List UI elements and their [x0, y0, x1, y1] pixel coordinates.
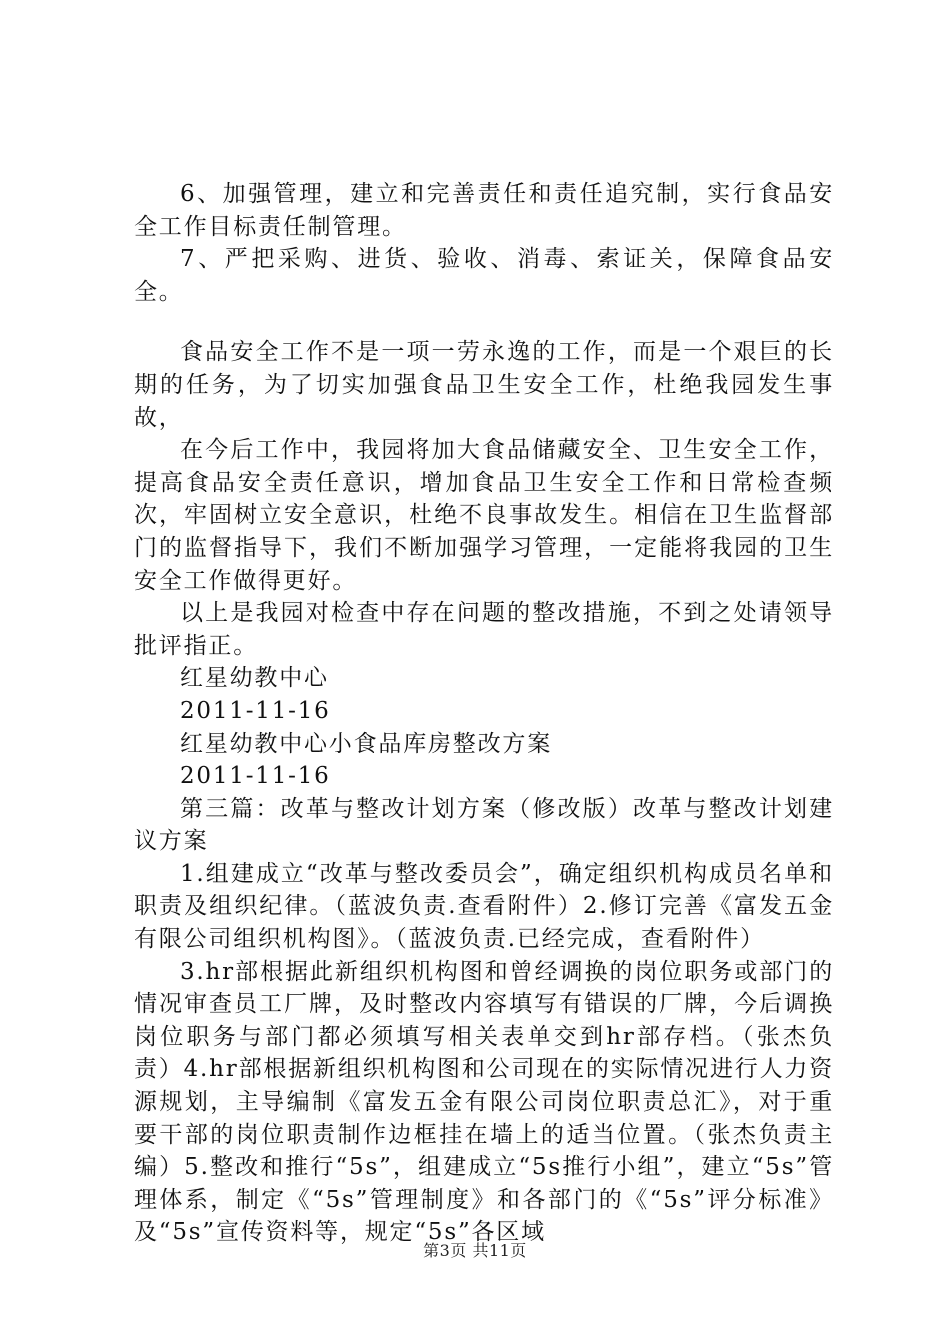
- paragraph-item-6: 6、加强管理，建立和完善责任和责任追究制，实行食品安全工作目标责任制管理。: [134, 181, 834, 240]
- paragraph-food-safety-intro: 食品安全工作不是一项一劳永逸的工作，而是一个艰巨的长期的任务，为了切实加强食品卫生安全工作，杜绝我园发生事故，: [134, 339, 834, 431]
- document-body: [134, 178, 834, 1249]
- section-date: 2011-11-16: [180, 763, 331, 790]
- page-number-footer: 第3页 共11页: [423, 1241, 527, 1260]
- paragraph-plan-items-3-5: 3.hr部根据此新组织机构图和曾经调换的岗位职务或部门的情况审查员工厂牌，及时整改内容填写有错误的厂牌，今后调换岗位职务与部门都必须填写相关表单交到hr部存档。（张杰负责）4.hr部根据新组织机构图和公司现在的实际情况进行人力资源规划，主导编制《富发五金有限公司岗位职责总汇》，对于重要干部的岗位职责制作边框挂在墙上的适当位置。（张杰负责主编）5.整改和推行“5s”，组建成立“5s推行小组”，建立“5s”管理体系，制定《“5s”管理制度》和各部门的《“5s”评分标准》及“5s”宣传资料等，规定“5s”各区域: [134, 958, 834, 1246]
- paragraph-gap: [134, 308, 834, 336]
- paragraph-future-work: 在今后工作中，我园将加大食品储藏安全、卫生安全工作，提高食品安全责任意识，增加食品卫生安全工作和日常检查频次，牢固树立安全意识，杜绝不良事故发生。相信在卫生监督部门的监督指导下，我们不断加强学习管理，一定能将我园的卫生安全工作做得更好。: [134, 437, 834, 594]
- signature-organization: 红星幼教中心: [180, 665, 329, 692]
- paragraph-item-7: 7、严把采购、进货、验收、消毒、索证关，保障食品安全。: [134, 246, 834, 305]
- paragraph-closing: 以上是我园对检查中存在问题的整改措施，不到之处请领导批评指正。: [134, 600, 834, 659]
- section-title-storage-plan: 红星幼教中心小食品库房整改方案: [180, 730, 552, 757]
- section-title-third-part: 第三篇：改革与整改计划方案（修改版）改革与整改计划建议方案: [134, 795, 834, 855]
- signature-date: 2011-11-16: [180, 697, 331, 724]
- paragraph-plan-items-1-2: 1.组建成立“改革与整改委员会”，确定组织机构成员名单和职责及组织纪律。（蓝波负责.查看附件）2.修订完善《富发五金有限公司组织机构图》。（蓝波负责.已经完成，查看附件）: [134, 860, 834, 953]
